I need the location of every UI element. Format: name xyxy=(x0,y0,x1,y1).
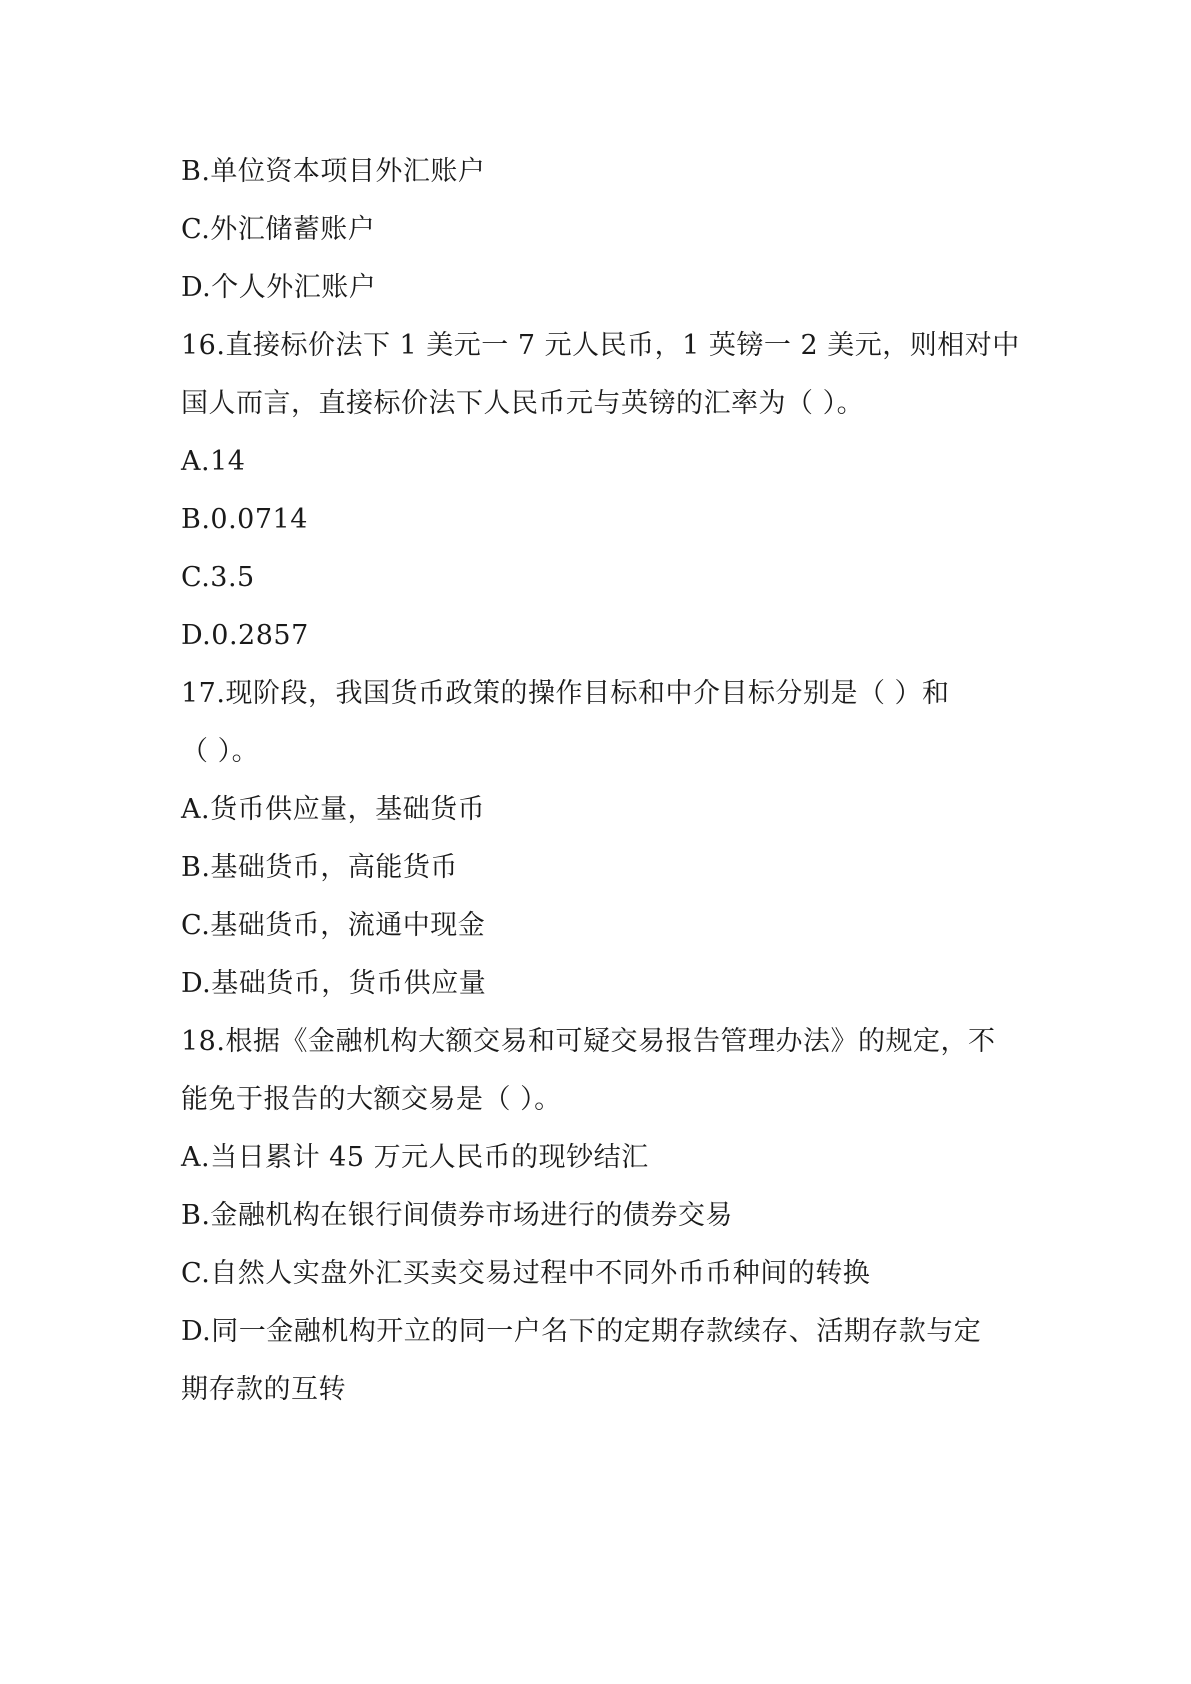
q15-option-c: C.外汇储蓄账户 xyxy=(181,214,376,245)
q17-option-b: B.基础货币，高能货币 xyxy=(181,852,458,883)
q15-option-d: D.个人外汇账户 xyxy=(181,272,377,303)
q17-stem-line-1: 17.现阶段，我国货币政策的操作目标和中介目标分别是（ ）和 xyxy=(181,678,950,709)
q17-option-a: A.货币供应量，基础货币 xyxy=(181,794,486,825)
q18-option-b: B.金融机构在银行间债券市场进行的债券交易 xyxy=(181,1200,733,1231)
q18-stem-line-1: 18.根据《金融机构大额交易和可疑交易报告管理办法》的规定，不 xyxy=(181,1026,996,1057)
q16-option-d: D.0.2857 xyxy=(181,620,309,651)
q17-option-c: C.基础货币，流通中现金 xyxy=(181,910,486,941)
q16-option-b: B.0.0714 xyxy=(181,504,308,535)
q18-option-d-line-1: D.同一金融机构开立的同一户名下的定期存款续存、活期存款与定 xyxy=(181,1316,982,1347)
q16-option-c: C.3.5 xyxy=(181,562,255,593)
q17-option-d: D.基础货币，货币供应量 xyxy=(181,968,487,999)
q16-option-a: A.14 xyxy=(181,446,246,477)
q16-stem-line-2: 国人而言，直接标价法下人民币元与英镑的汇率为（ ）。 xyxy=(181,388,865,419)
q17-stem-line-2: （ ）。 xyxy=(181,736,260,767)
q15-option-b: B.单位资本项目外汇账户 xyxy=(181,156,486,187)
q18-stem-line-2: 能免于报告的大额交易是（ ）。 xyxy=(181,1084,562,1115)
q18-option-a: A.当日累计 45 万元人民币的现钞结汇 xyxy=(181,1142,649,1173)
q18-option-d-line-2: 期存款的互转 xyxy=(181,1374,346,1405)
q16-stem-line-1: 16.直接标价法下 1 美元一 7 元人民币，1 英镑一 2 美元，则相对中 xyxy=(181,330,1020,361)
q18-option-c: C.自然人实盘外汇买卖交易过程中不同外币币种间的转换 xyxy=(181,1258,871,1289)
